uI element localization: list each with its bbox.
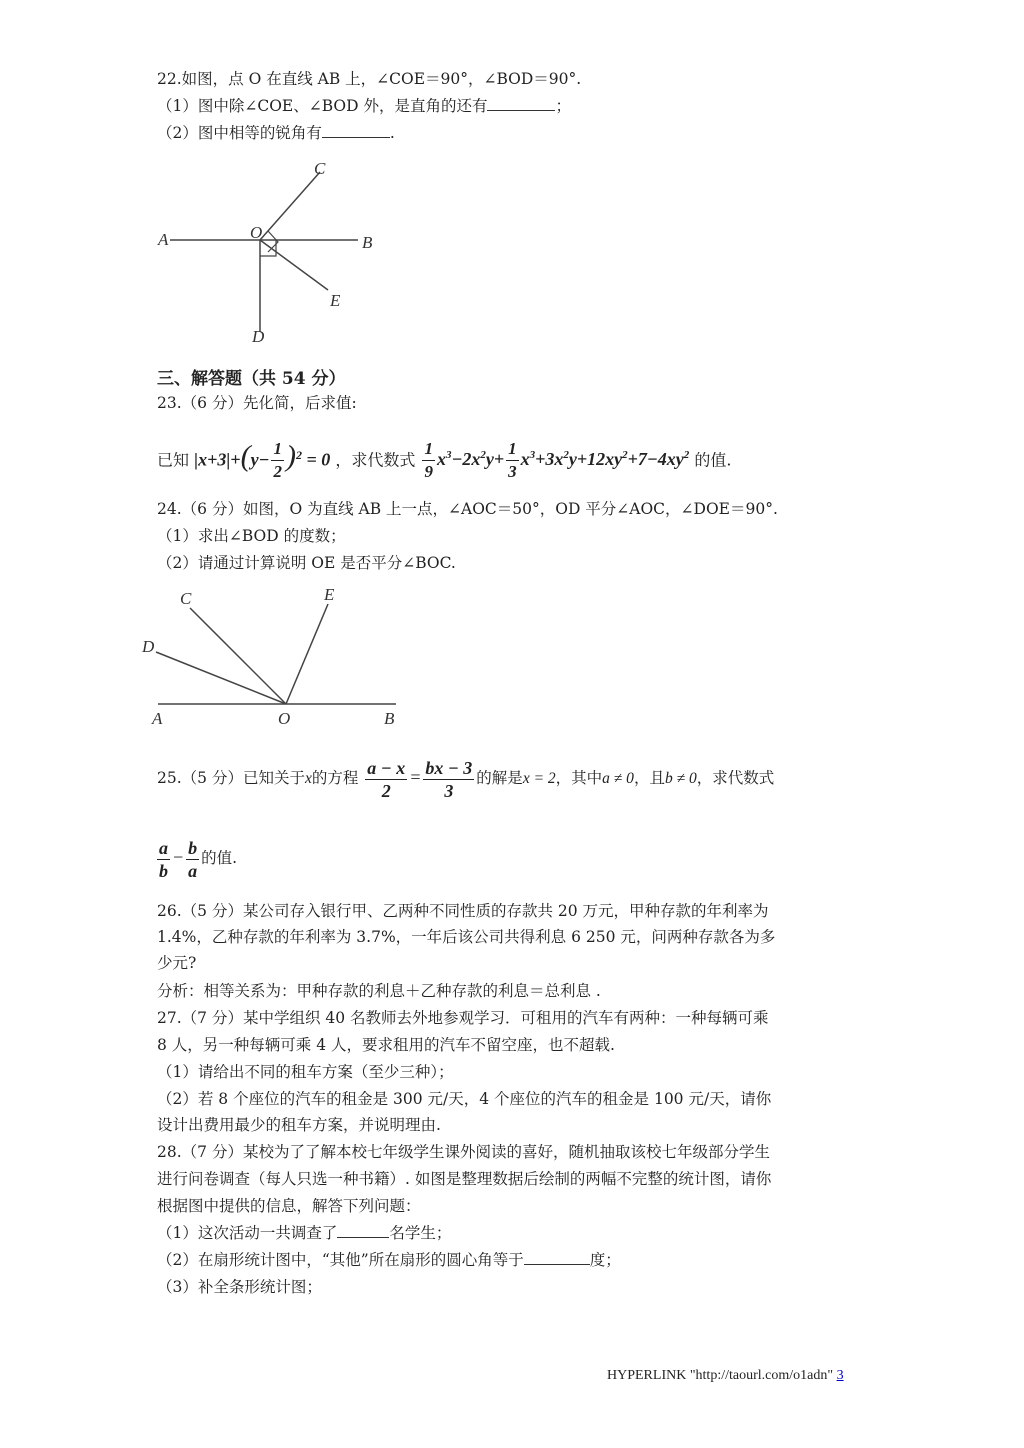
q28-part1: （1）这次活动一共调查了 名学生；	[157, 1224, 452, 1242]
point-label-o: O	[250, 223, 263, 242]
point-label-a: A	[158, 230, 169, 249]
q22-stem: 22.如图，点 O 在直线 AB 上，∠COE＝90°，∠BOD＝90°.	[157, 70, 582, 88]
q25-expression: $\frac{a}{b}$ − $\frac{b}{a}$ 的值.	[159, 837, 238, 881]
answer-blank[interactable]	[322, 123, 390, 138]
hyperlink-text: HYPERLINK "http://taourl.com/o1adn"	[607, 1368, 834, 1383]
q26-line1: 26.（5 分）某公司存入银行甲、乙两种不同性质的存款共 20 万元，甲种存款的年利率为	[157, 902, 769, 920]
q28-line1: 28.（7 分）某校为了了解本校七年级学生课外阅读的喜好，随机抽取该校七年级部分学生	[157, 1143, 770, 1161]
q24-part2: （2）请通过计算说明 OE 是否平分∠BOC.	[157, 554, 456, 572]
point-label-c: C	[314, 159, 326, 178]
q28-line2: 进行问卷调查（每人只选一种书籍）. 如图是整理数据后绘制的两幅不完整的统计图，请你	[157, 1170, 772, 1188]
q22-figure	[150, 150, 390, 350]
answer-blank[interactable]	[487, 96, 555, 111]
q28-part2: （2）在扇形统计图中，“其他”所在扇形的圆心角等于 度；	[157, 1251, 621, 1269]
section-heading: 三、解答题（共 54 分）	[157, 369, 346, 389]
q28-part3: （3）补全条形统计图；	[157, 1278, 322, 1296]
page-number-link[interactable]: 3	[836, 1368, 844, 1383]
q28-line3: 根据图中提供的信息，解答下列问题：	[157, 1197, 421, 1215]
q27-part2-cont: 设计出费用最少的租车方案，并说明理由.	[157, 1116, 441, 1134]
q23-stem: 23.（6 分）先化简，后求值:	[157, 394, 357, 412]
point-label-d: D	[142, 637, 155, 656]
point-label-b: B	[384, 709, 395, 728]
q24-part1: （1）求出∠BOD 的度数；	[157, 527, 346, 545]
point-label-e: E	[330, 291, 341, 310]
q22-part2: （2）图中相等的锐角有 .	[157, 124, 395, 142]
point-label-e: E	[324, 585, 335, 604]
q27-part1: （1）请给出不同的租车方案（至少三种）；	[157, 1063, 454, 1081]
answer-blank[interactable]	[524, 1250, 590, 1265]
q24-figure	[138, 580, 418, 730]
point-label-b: B	[362, 233, 373, 252]
q26-analysis: 分析：相等关系为：甲种存款的利息＋乙种存款的利息＝总利息 .	[157, 982, 601, 1000]
q26-line2: 1.4%，乙种存款的年利率为 3.7%，一年后该公司共得利息 6 250 元，问两种存款各为多	[157, 928, 776, 946]
q27-line2: 8 人，另一种每辆可乘 4 人，要求租用的汽车不留空座，也不超载.	[157, 1036, 615, 1054]
point-label-d: D	[252, 327, 265, 346]
point-label-a: A	[152, 709, 163, 728]
point-label-o: O	[278, 709, 291, 728]
page-footer	[607, 1368, 844, 1384]
q27-part2: （2）若 8 个座位的汽车的租金是 300 元/天，4 个座位的汽车的租金是 100 元/天，请你	[157, 1090, 772, 1108]
q25-stem: 25.（5 分）已知关于x的方程 $\frac{a - x}{2}$ = $\frac{bx - 3}{3}$ 的解是x = 2，其中a ≠ 0，且b ≠ 0，求代数式	[157, 757, 775, 801]
q24-stem: 24.（6 分）如图，O 为直线 AB 上一点，∠AOC＝50°，OD 平分∠AOC，∠DOE＝90°.	[157, 500, 778, 518]
point-label-c: C	[180, 589, 192, 608]
answer-blank[interactable]	[337, 1223, 389, 1238]
q26-line3: 少元?	[157, 954, 197, 972]
q22-part1: （1）图中除∠COE、∠BOD 外，是直角的还有 ；	[157, 97, 571, 115]
q27-line1: 27.（7 分）某中学组织 40 名教师去外地参观学习．可租用的汽车有两种：一种每辆可乘	[157, 1009, 769, 1027]
q23-expression: 已知 |x+3|+(y− $\frac{1}{2}$ )$^2$ = 0 ，求代数式 $\frac{1}{9}$ $x^3-2x^2y+$ $\frac{1}{3}$ $x^3+3x^2y+12xy^2+7-4xy^2$ 的值.	[157, 439, 732, 482]
